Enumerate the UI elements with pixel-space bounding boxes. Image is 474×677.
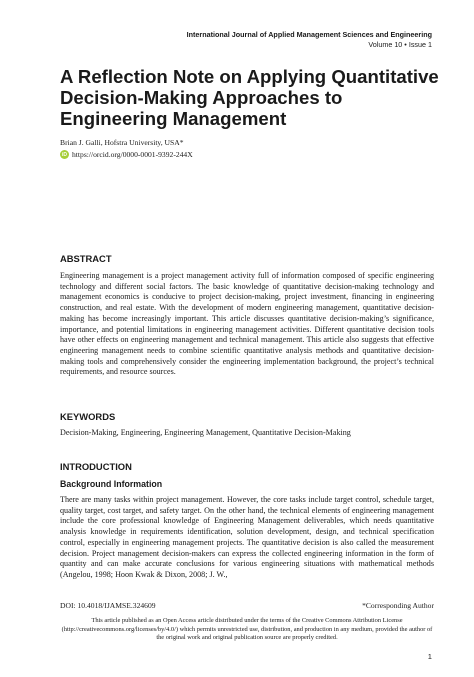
introduction-text: There are many tasks within project management. However, the core tasks include target control, schedule target, quality target, cost target, and safety target. On the other hand, the technical elements of engineering management include the core professional knowledge of Engineering Management deliverables, which needs quantitative analysis knowledge in requirements identification, solution development, design, and technical specification control, especially in engineering management projects. The quantitative decision is also called the measurement decision. Project management decision-makers can express the collected engineering information in the form of quantity and can make accurate conclusions for various engineering situations with mathematical methods (Angelou, 1998; Hoon Kwak & Dixon, 2008; J. W., (60, 495, 434, 579)
orcid-icon: iD (62, 151, 67, 158)
doi: DOI: 10.4018/IJAMSE.324609 (60, 601, 156, 610)
keywords-heading: KEYWORDS (60, 411, 116, 422)
abstract-text: Engineering management is a project management activity full of information composed of specific engineering technology and different social factors. The basic knowledge of quantitative decision-making technology and management economics is conducive to project decision-making, project investment, financing in engineering construction, and real estate. With the development of modern engineering management, quantitative decision-making has become increasingly important. This article discusses quantitative decision-making’s significance, importance, and potential limitations in engineering management activities. Different quantitative decision tools have other effects on engineering management and technical management. This article also suggests that effective engineering management needs to combine scientific quantitative analysis methods and quantitative decision-making tools and comprehensively consider the engineering implementation background, the project’s technical requirements, and resource sources. (60, 271, 434, 377)
author-line: Brian J. Galli, Hofstra University, USA* (60, 138, 184, 147)
background-subheading: Background Information (60, 479, 163, 489)
license-text: This article published as an Open Access article distributed under the terms of the Creative Commons Attribution License (http://creativecommons.org/licenses/by/4.0/) which permits unrestricted use, distribution, and production in any medium, provided the author of the original work and original publication source are properly credited. (61, 617, 433, 642)
journal-name: International Journal of Applied Management Sciences and Engineering (186, 30, 432, 39)
article-title: A Reflection Note on Applying Quantitative Decision-Making Approaches to Engineering Management (60, 66, 439, 129)
abstract-heading: ABSTRACT (60, 253, 112, 264)
orcid-row (60, 150, 193, 159)
volume-issue: Volume 10 • Issue 1 (368, 40, 432, 49)
journal-header (187, 30, 432, 50)
corresponding-author-note: *Corresponding Author (362, 601, 434, 610)
keywords-text: Decision-Making, Engineering, Engineering Management, Quantitative Decision-Making (60, 428, 351, 437)
page-number: 1 (427, 652, 432, 661)
introduction-heading: INTRODUCTION (60, 461, 132, 472)
orcid-link[interactable]: https://orcid.org/0000-0001-9392-244X (72, 150, 193, 159)
